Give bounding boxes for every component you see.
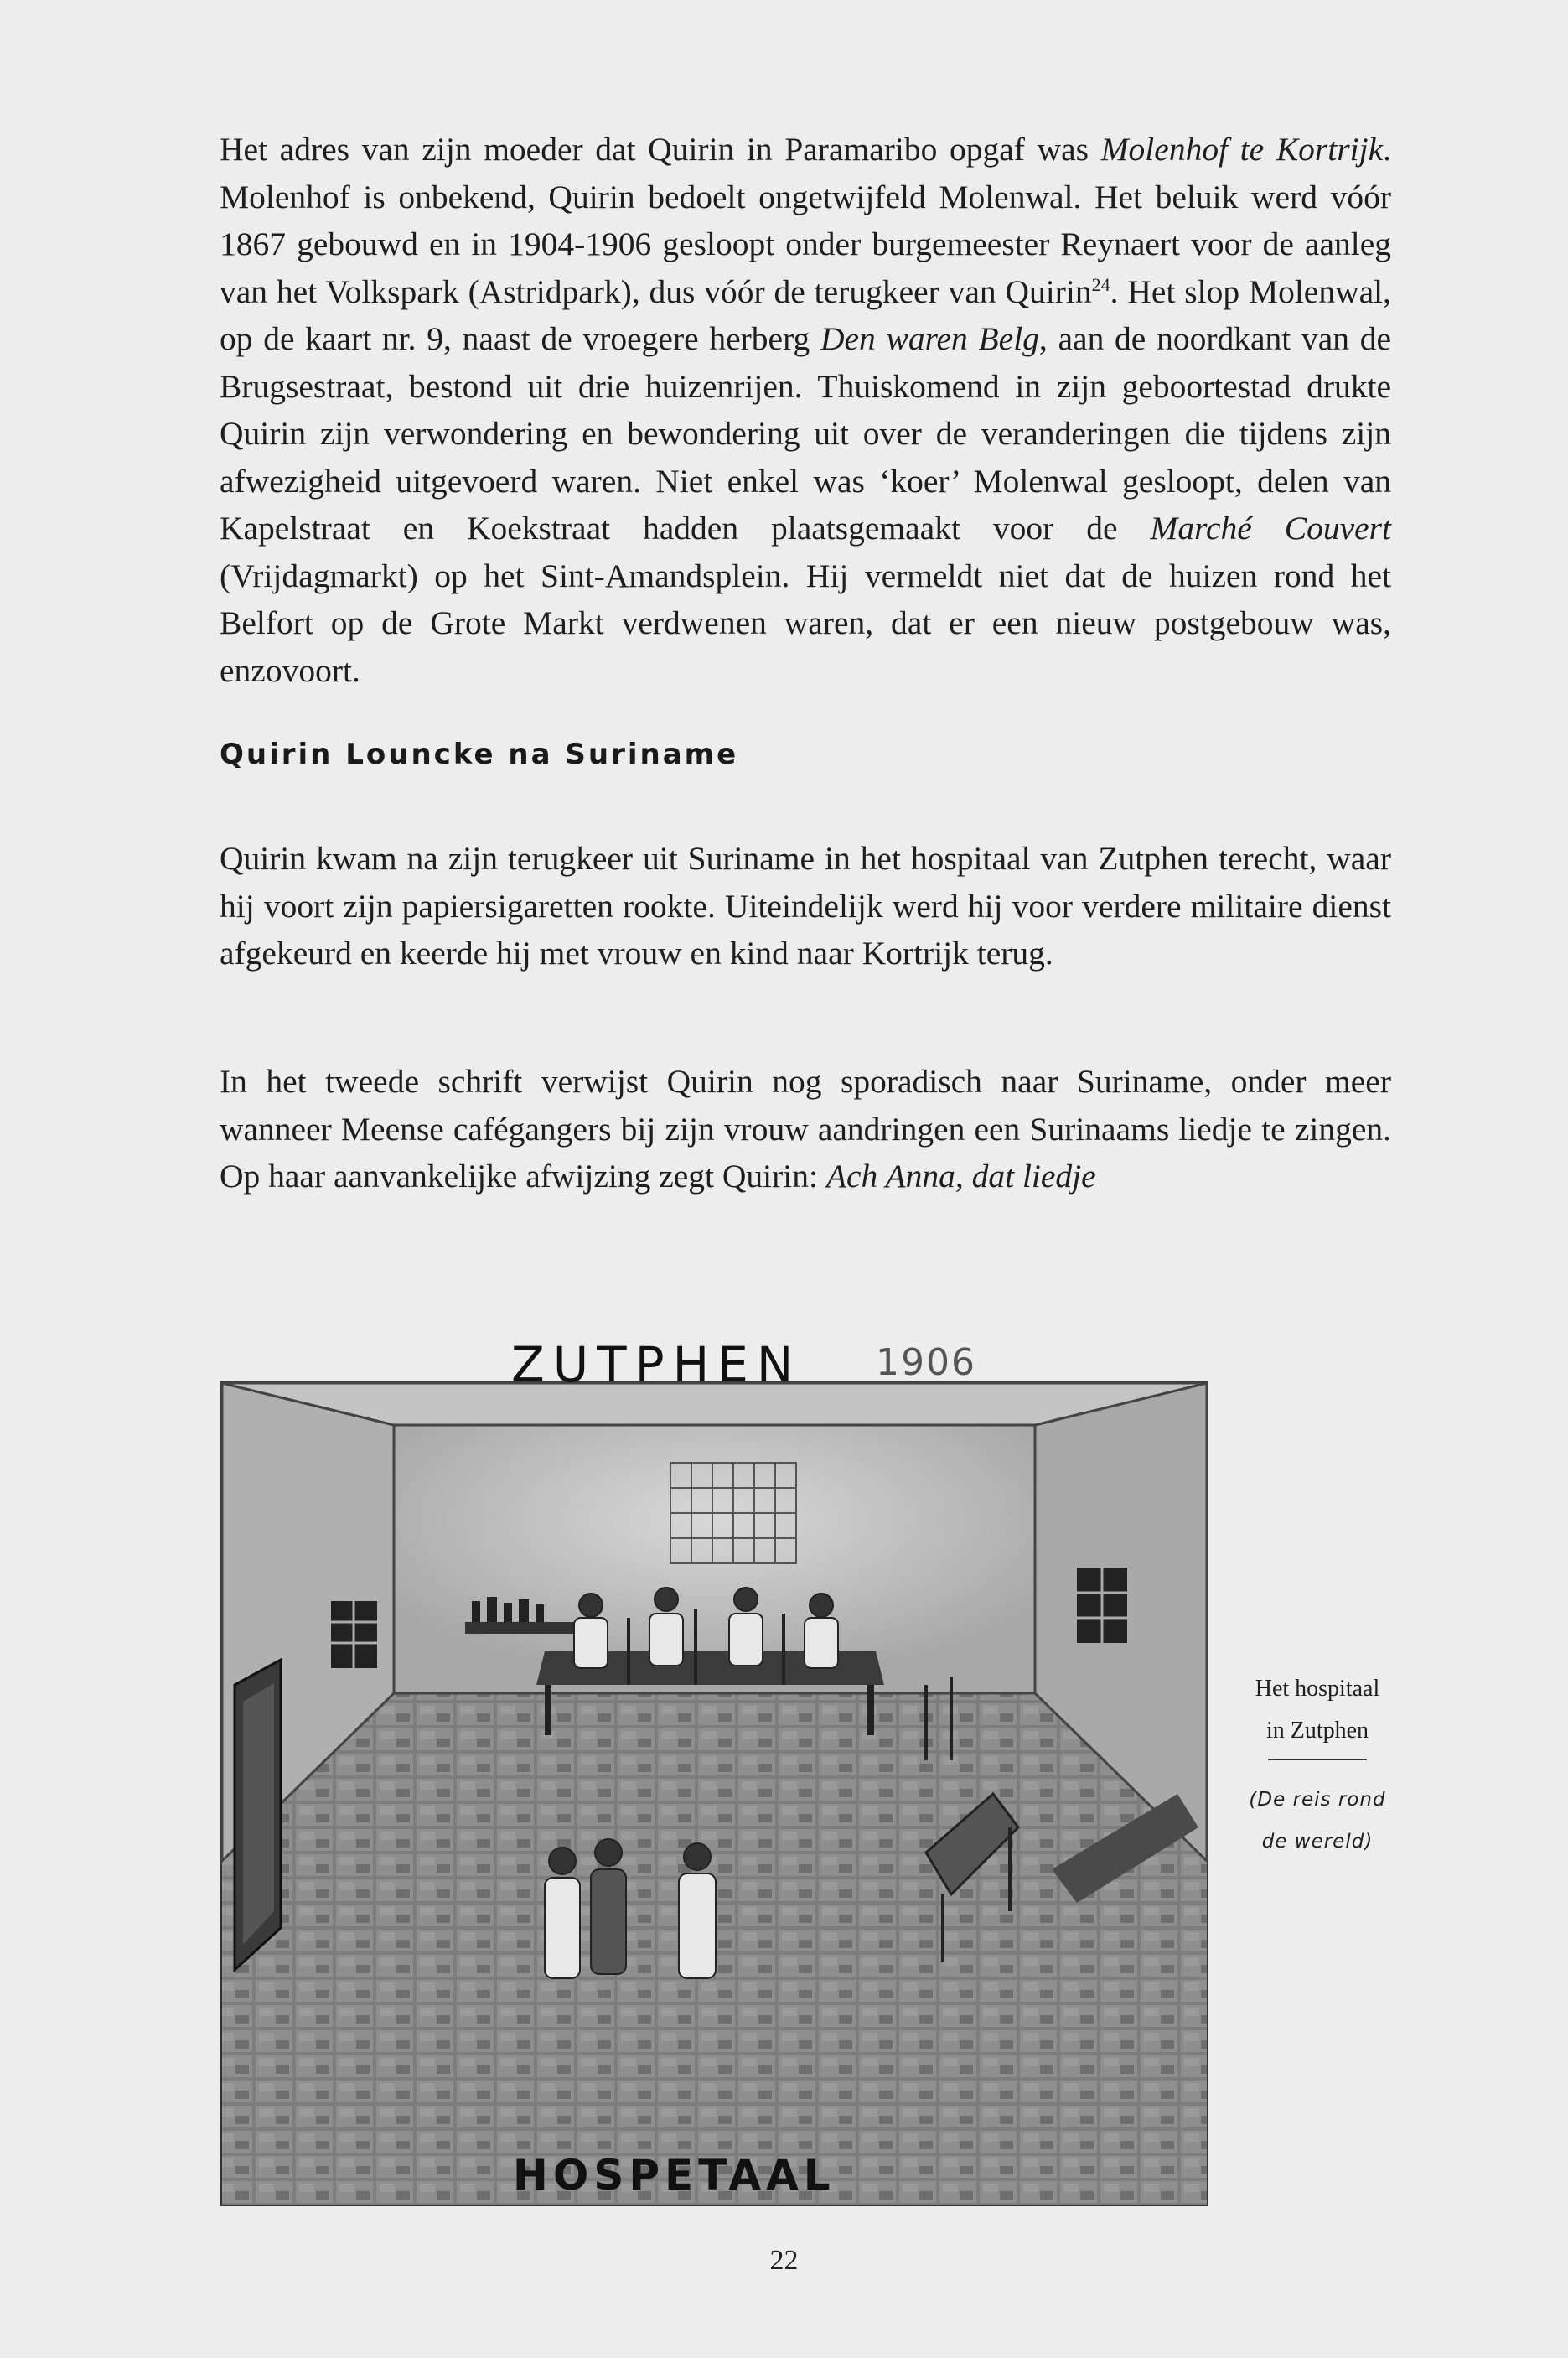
hospital-illustration xyxy=(214,1324,1213,2213)
page-number: 22 xyxy=(769,2245,799,2276)
text-run: In het tweede schrift verwijst Quirin nog sporadisch naar Suriname, onder meer wanneer Meense cafégangers bij zijn vrouw aandringen een Surinaams liedje te zingen. Op haar aanvankelijke afwijzing zegt Quirin: xyxy=(220,1063,1391,1195)
caption-line: in Zutphen xyxy=(1265,1718,1369,1744)
paragraph-tweede-schrift xyxy=(220,1058,1391,1200)
caption-source: (De reis rond xyxy=(1249,1788,1386,1811)
text-run: Het adres van zijn moeder dat Quirin in Paramaribo opgaf was xyxy=(220,131,1101,168)
text-run: . Molenhof is onbekend, Quirin bedoelt ongetwijfeld Molenwal. Het beluik werd vóór 1867 gebouwd en in 1904-1906 gesloopt onder burgemeester Reynaert voor de aanleg van het Volkspark (Astridpark), dus vóór de terugkeer van Quirin xyxy=(220,131,1391,310)
paragraph-zutphen: Quirin kwam na zijn terugkeer uit Suriname in het hospitaal van Zutphen terecht, waar hij voort zijn papiersigaretten rookte. Uiteindelijk werd hij voor verdere militaire dienst afgekeurd en keerde hij met vrouw en kind naar Kortrijk terug. xyxy=(220,840,1391,972)
drawing-bottom-label: HOSPETAAL xyxy=(513,2151,836,2200)
text-run: . Het slop Molenwal, op de kaart nr. 9, naast de vroegere herberg xyxy=(220,272,1391,357)
section-heading: Quirin Louncke na Suriname xyxy=(220,738,739,771)
drawing-title: ZUTPHEN xyxy=(511,1336,802,1393)
italic-run: Ach Anna, dat liedje xyxy=(825,1158,1096,1195)
italic-run: Molenhof te Kortrijk xyxy=(1100,131,1384,168)
drawing-year: 1906 xyxy=(876,1341,976,1384)
italic-run: Marché Couvert xyxy=(1150,510,1391,547)
text-run: (Vrijdagmarkt) op het Sint-Amandsplein. Hij vermeldt niet dat de huizen rond het Belfort op de Grote Markt verdwenen waren, dat er een nieuw postgebouw was, enzovoort. xyxy=(220,557,1391,689)
paragraph-molenwal xyxy=(220,126,1391,694)
caption-source: de wereld) xyxy=(1261,1830,1374,1853)
figure-caption xyxy=(1234,1668,1401,1863)
hospital-drawing xyxy=(214,1324,1213,2213)
caption-divider xyxy=(1268,1759,1367,1760)
footnote-ref[interactable]: 24 xyxy=(1091,273,1110,295)
caption-line: Het hospitaal xyxy=(1255,1676,1380,1702)
italic-run: Den waren Belg xyxy=(820,320,1039,357)
text-run: , aan de noordkant van de Brugsestraat, bestond uit drie huizenrijen. Thuiskomend in zijn geboortestad drukte Quirin zijn verwondering en bewondering uit over de veranderingen die tijdens zijn afwezigheid uitgevoerd waren. Niet enkel was ‘koer’ Molenwal gesloopt, delen van Kapelstraat en Koekstraat hadden plaatsgemaakt voor de xyxy=(220,320,1391,547)
